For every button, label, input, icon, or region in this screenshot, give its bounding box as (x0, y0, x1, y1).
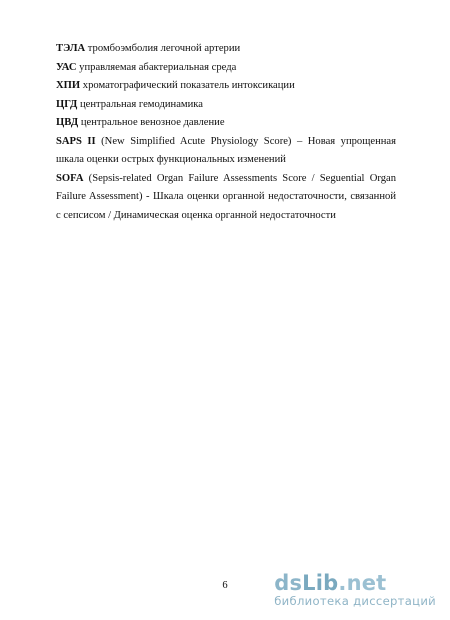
abbreviation-term: SOFA (56, 172, 84, 184)
abbreviation-entry-tela (56, 40, 396, 59)
abbreviation-entry-saps (56, 133, 396, 170)
abbreviation-definition: управляемая абактериальная среда (76, 61, 237, 73)
dslib-logo (274, 572, 436, 594)
watermark-subtitle: библиотека диссертаций (274, 594, 436, 608)
abbreviation-definition: (Sepsis-related Organ Failure Assessments Score / Seguential Organ Failure Assessment) - Шкала оценки органной недостаточности, связанной с сепсисом / Динамическая оценка органной недостаточности (56, 172, 396, 221)
abbreviation-definition: хроматографический показатель интоксикации (80, 80, 295, 91)
page-number: 6 (222, 580, 228, 591)
abbreviation-term: ЦВД (56, 117, 79, 128)
abbreviation-definition: (New Simplified Acute Physiology Score) – Новая упрощенная шкала оценки острых функциональных изменений (56, 135, 396, 165)
watermark-logo[interactable] (274, 572, 436, 608)
abbreviation-definition: тромбоэмболия легочной артерии (85, 43, 241, 54)
abbreviation-term: SAPS II (56, 135, 96, 147)
logo-part-lib: Lib (302, 571, 339, 595)
abbreviation-entry-uas (56, 59, 396, 78)
abbreviation-entry-cgd (56, 96, 396, 115)
abbreviation-term: ХПИ (56, 80, 81, 91)
abbreviation-entry-sofa (56, 170, 396, 226)
logo-part-net: .net (338, 571, 387, 595)
abbreviation-term: ТЭЛА (56, 43, 86, 54)
abbreviation-entry-cvd (56, 114, 396, 133)
abbreviation-definition: центральная гемодинамика (77, 98, 203, 110)
logo-part-ds: ds (274, 571, 303, 595)
abbreviation-definition: центральное венозное давление (78, 117, 225, 128)
abbreviation-list (56, 40, 396, 225)
abbreviation-entry-hpi (56, 77, 396, 96)
abbreviation-term: УАС (56, 61, 77, 73)
abbreviation-term: ЦГД (56, 98, 78, 110)
